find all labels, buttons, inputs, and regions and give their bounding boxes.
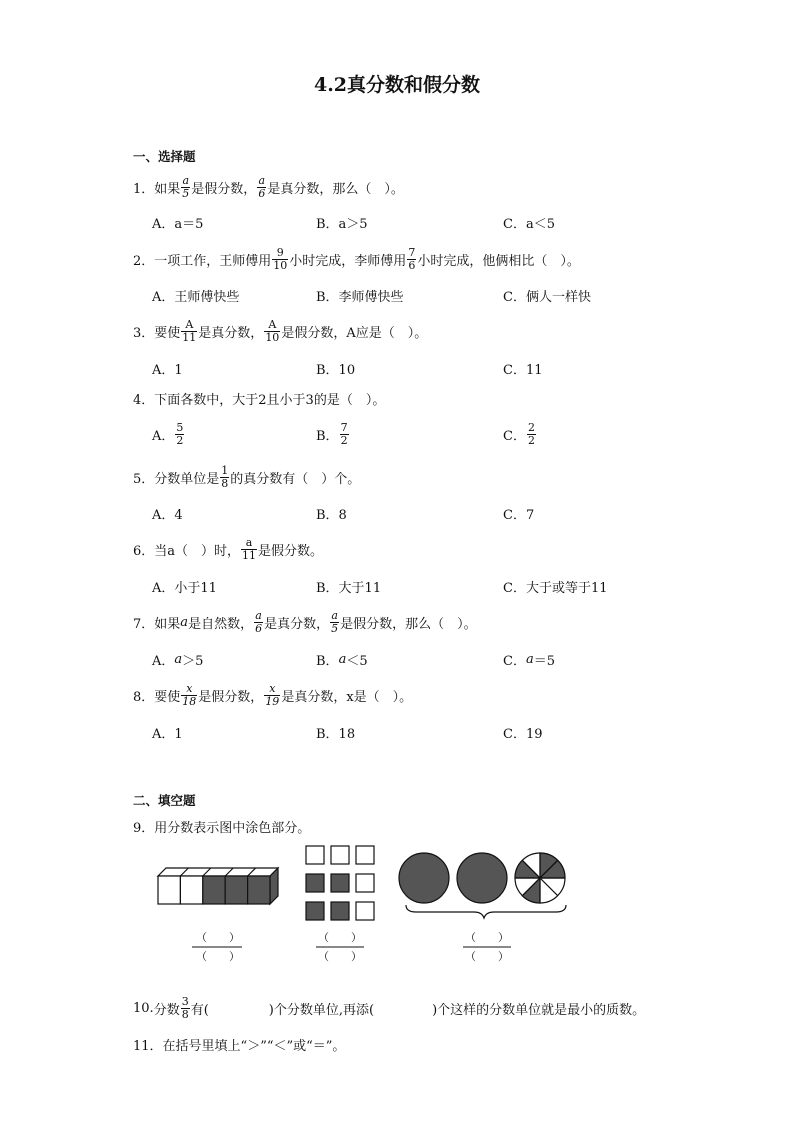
square-grid-figure: [306, 846, 374, 920]
option-c: C． $\frac{2}{2}$: [503, 420, 535, 447]
fraction: $\frac{a}{6}$: [255, 608, 263, 635]
fraction: $\frac{2}{2}$: [527, 420, 535, 447]
option-b: B．a＞5: [316, 217, 368, 232]
question-number: 11．: [133, 1039, 163, 1054]
question-number: 5．: [133, 471, 155, 487]
option-c: C．11: [503, 363, 543, 378]
question-number: 1．: [133, 181, 155, 197]
option-a: A．王师傅快些: [152, 290, 240, 305]
question-text: 是假分数，那么（ ）。: [340, 616, 477, 632]
fraction: $\frac{a}{5}$: [331, 608, 339, 635]
fraction: $\frac{5}{2}$: [176, 420, 184, 447]
option-b: B．李师傅快些: [316, 290, 404, 305]
question-text: 是自然数，: [188, 616, 254, 632]
question-text: 的真分数有（ ）个。: [230, 471, 361, 487]
option-c: C．a＜5: [503, 217, 555, 232]
question-text: 是真分数，: [264, 616, 330, 632]
question-text: 当a（ ）时，: [154, 543, 241, 559]
question-7: [133, 606, 477, 638]
fraction: $\frac{a}{6}$: [258, 173, 266, 200]
section-choice-heading: 一、选择题: [133, 149, 196, 164]
question-text: 分数单位是: [154, 471, 220, 487]
option-b: B．10: [316, 363, 356, 378]
question-text: 是真分数，x是（ ）。: [281, 689, 413, 705]
option-c: C．19: [503, 727, 543, 742]
question-6: [133, 533, 323, 565]
fraction: $\frac{3}{8}$: [181, 994, 189, 1021]
option-b: B．8: [316, 508, 347, 523]
option-a: A．1: [152, 363, 183, 378]
answer-blank[interactable]: （ ）: [465, 950, 509, 963]
fraction: $\frac{x}{19}$: [265, 681, 280, 708]
question-11: [133, 1035, 345, 1054]
fraction: $\frac{a}{5}$: [182, 173, 190, 200]
circles-figure: [399, 853, 566, 918]
answer-blank[interactable]: （ ）: [465, 931, 509, 944]
question-text: 用分数表示图中涂色部分。: [154, 821, 311, 836]
question-text: 分数: [153, 1002, 180, 1018]
section-fill-heading: 二、填空题: [133, 793, 196, 808]
question-text: 有(: [190, 1002, 209, 1018]
question-5: [133, 461, 360, 493]
question-text: )个分数单位,再添(: [268, 1002, 375, 1018]
fraction: $\frac{A}{10}$: [265, 317, 280, 344]
question-text: 一项工作，王师傅用: [154, 253, 272, 269]
option-a: A．1: [152, 727, 183, 742]
option-b: B． a ＜5: [316, 652, 368, 669]
option-b: B．18: [316, 727, 356, 742]
option-a: A．a＝5: [152, 217, 204, 232]
answer-blank[interactable]: （ ）: [318, 931, 362, 944]
option-b: B．大于11: [316, 581, 382, 596]
question-text: 要使: [154, 689, 181, 705]
question-9: [133, 817, 310, 836]
fraction: $\frac{a}{11}$: [242, 535, 257, 562]
question-text: 是真分数，: [198, 325, 264, 341]
question-number: 3．: [133, 325, 155, 341]
question-text: 要使: [154, 325, 181, 341]
question-number: 10.: [133, 1000, 154, 1016]
question-number: 4．: [133, 393, 155, 408]
fraction: $\frac{x}{18}$: [182, 681, 197, 708]
page-title: 4.2真分数和假分数: [313, 74, 481, 96]
question-text: 是假分数，: [198, 689, 264, 705]
cube-strip-figure: [158, 868, 278, 904]
option-a: A． $\frac{5}{2}$: [152, 420, 184, 447]
question-text: 小时完成，李师傅用: [289, 253, 407, 269]
option-a: A．小于11: [152, 581, 217, 596]
question-2: [133, 243, 580, 275]
question-4: [133, 389, 385, 408]
question-text: 下面各数中，大于2且小于3的是（ ）。: [154, 393, 386, 408]
question-text: 是假分数，: [191, 181, 257, 197]
fraction: $\frac{7}{2}$: [340, 420, 348, 447]
answer-blank[interactable]: （ ）: [196, 931, 240, 944]
fraction: $\frac{9}{10}$: [273, 245, 288, 272]
question-number: 9．: [133, 821, 155, 836]
question-text: 是假分数，A应是（ ）。: [281, 325, 428, 341]
question-number: 8．: [133, 689, 155, 705]
question-text: )个这样的分数单位就是最小的质数。: [432, 1002, 646, 1018]
question-text: 小时完成，他俩相比（ ）。: [417, 253, 580, 269]
option-b: B． $\frac{7}{2}$: [316, 420, 348, 447]
question-8: [133, 679, 412, 711]
fraction: $\frac{7}{6}$: [408, 245, 416, 272]
question-text: 在括号里填上“＞”“＜”或“＝”。: [162, 1039, 346, 1054]
option-c: C．俩人一样快: [503, 290, 591, 305]
question-number: 6．: [133, 543, 155, 559]
option-a: A．4: [152, 508, 183, 523]
option-c: C．大于或等于11: [503, 581, 608, 596]
question-text: 如果: [154, 181, 181, 197]
question-text: 如果: [154, 616, 181, 632]
option-c: C．7: [503, 508, 535, 523]
fraction: $\frac{A}{11}$: [182, 317, 197, 344]
question-number: 2．: [133, 253, 155, 269]
answer-blank[interactable]: （ ）: [196, 950, 240, 963]
fraction: $\frac{1}{8}$: [221, 463, 229, 490]
question-text: 是假分数。: [258, 543, 324, 559]
question-10: [133, 992, 645, 1024]
question-3: [133, 315, 427, 347]
answer-blank[interactable]: （ ）: [318, 950, 362, 963]
question-1: [133, 172, 404, 202]
variable: a: [180, 614, 189, 630]
option-a: A． a ＞5: [152, 652, 204, 669]
question-number: 7．: [133, 616, 155, 632]
question-text: 是真分数，那么（ ）。: [267, 181, 404, 197]
option-c: C． a ＝5: [503, 652, 555, 669]
